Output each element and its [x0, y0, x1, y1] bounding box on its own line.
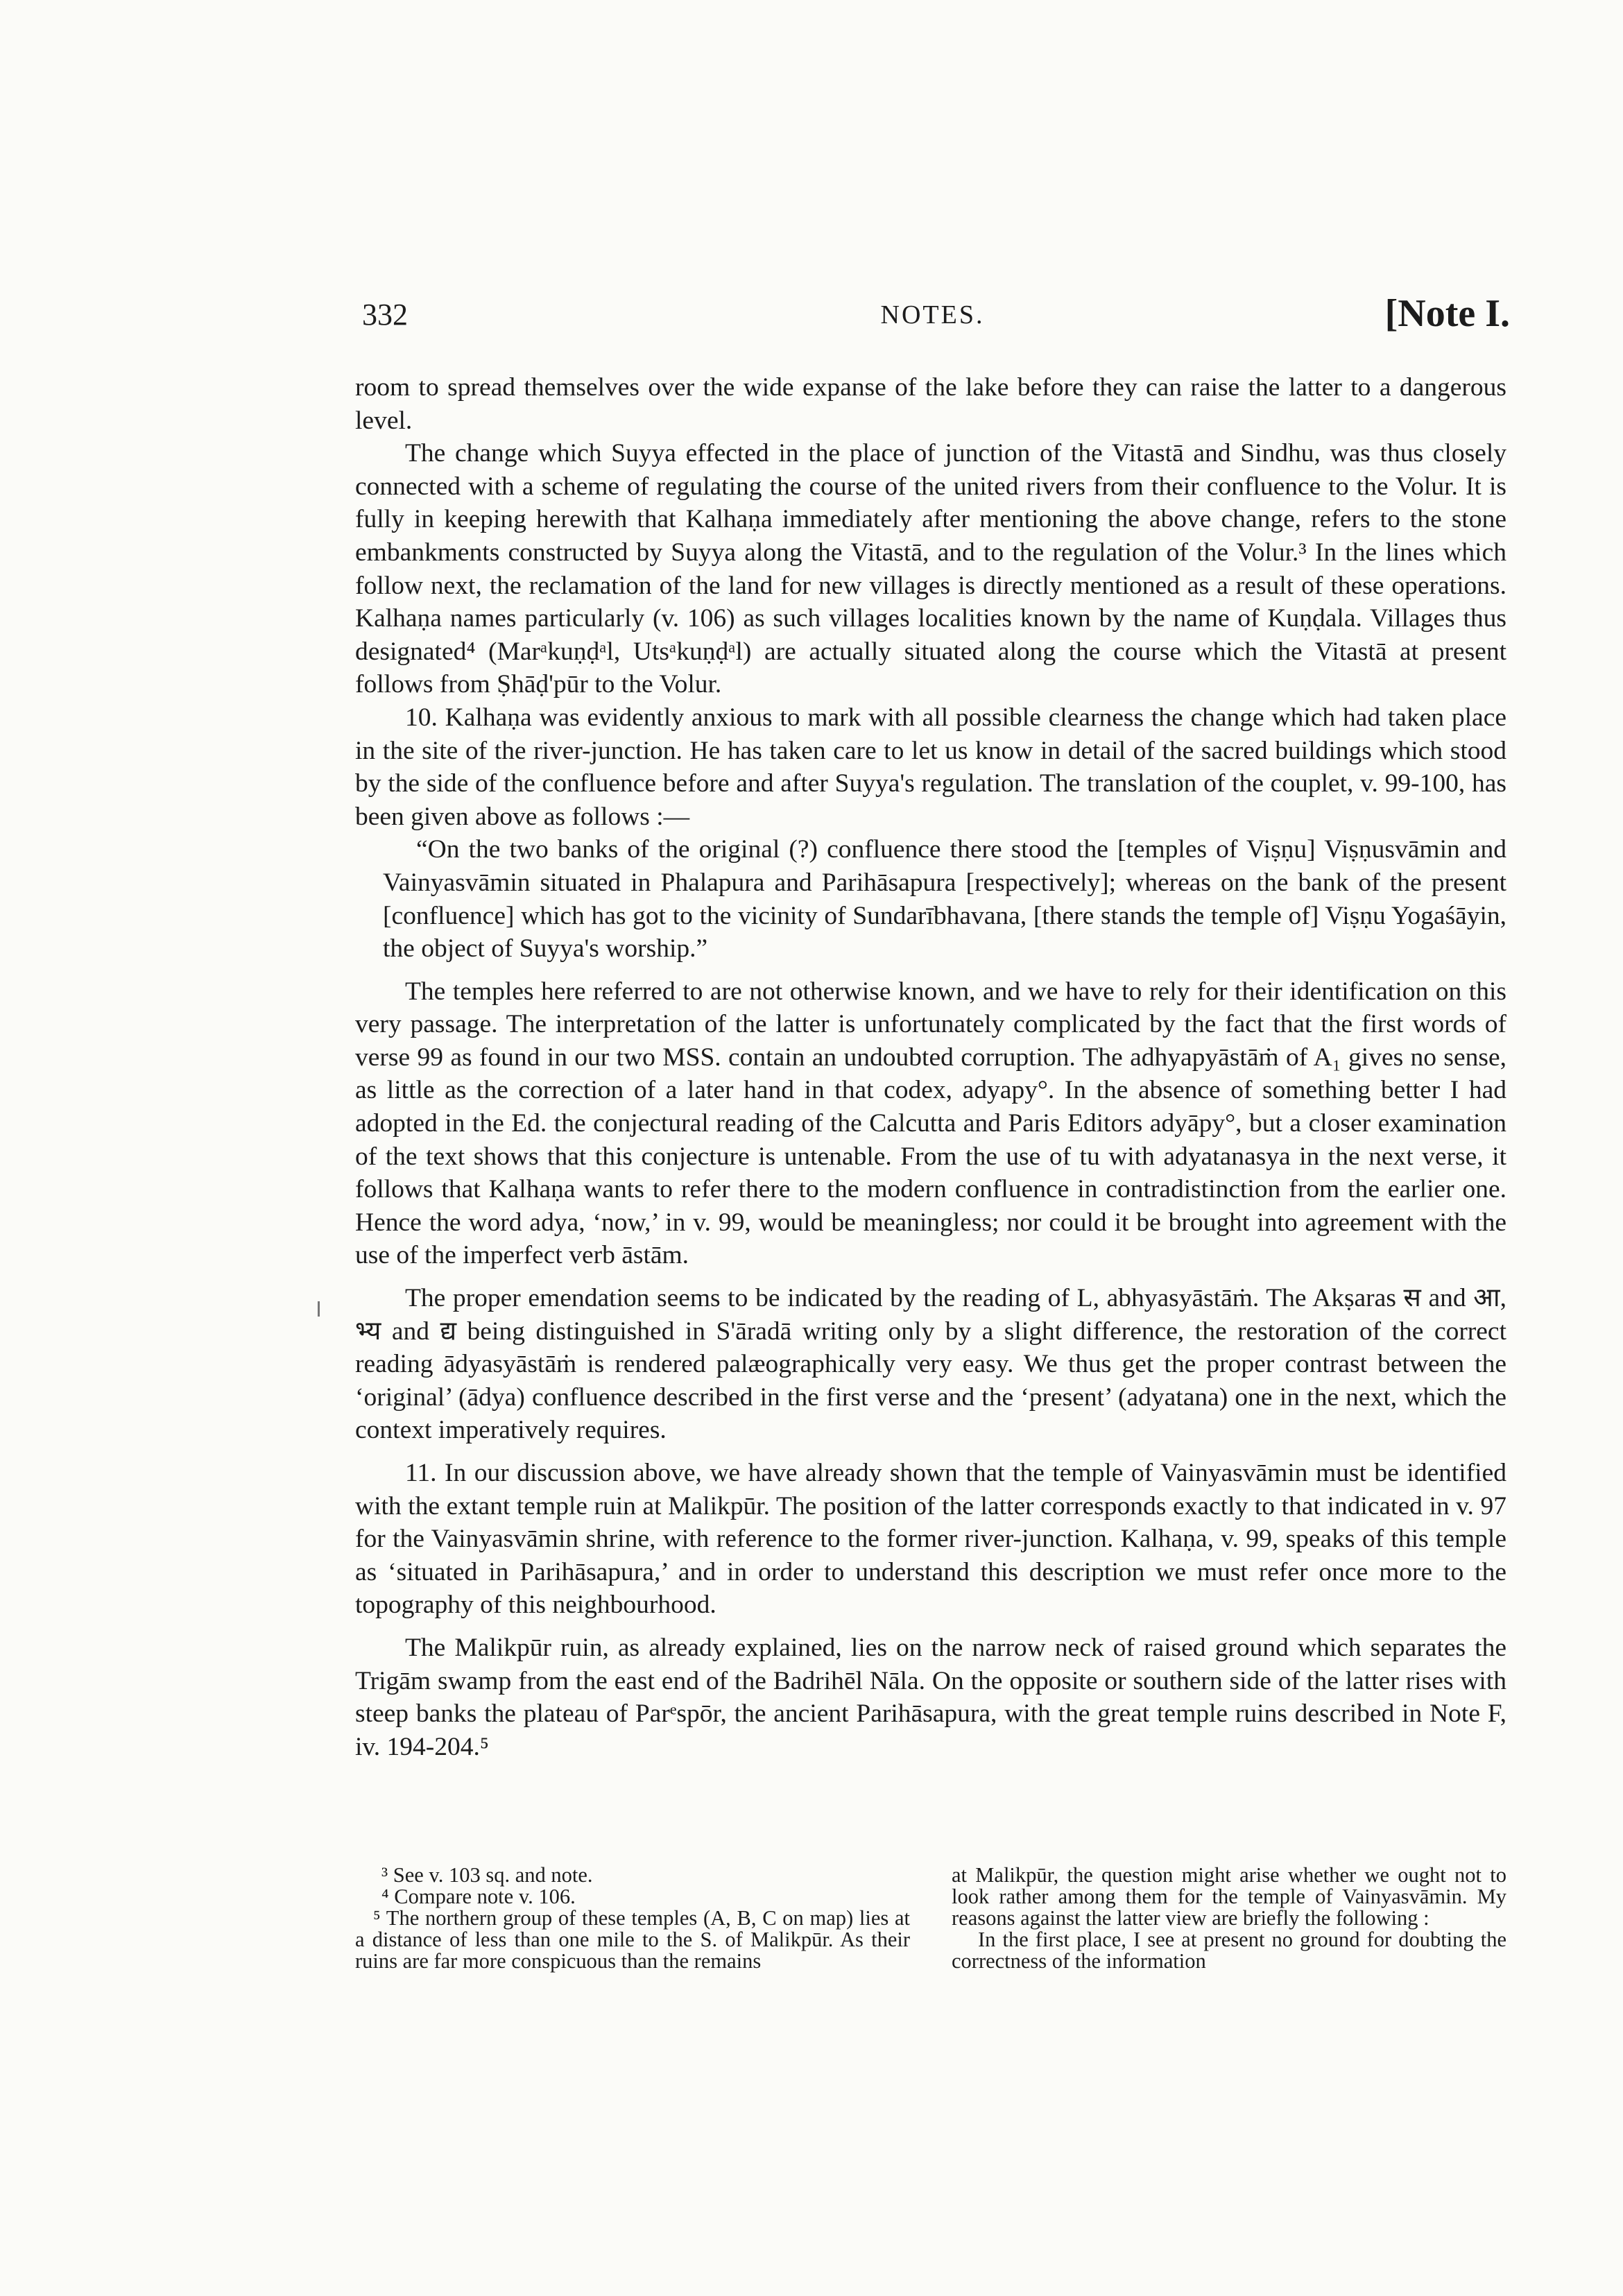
running-header	[355, 290, 1510, 345]
footnote-5-continued-paragraph: In the first place, I see at present no ground for doubting the correctness of the information	[952, 1928, 1506, 1973]
header-title: NOTES.	[880, 300, 985, 329]
header-note-label: [Note I.	[1384, 292, 1510, 335]
footnotes-column-right	[952, 1865, 1506, 1972]
paragraph: The proper emendation seems to be indicated by the reading of L, abhyasyāstāṁ. The Akṣaras स and आ, भ्य and द्य being distinguished in S'āradā writing only by a slight difference, the restoration of the correct reading ādyasyāstāṁ is rendered palæographically very easy. We thus get the proper contrast between the ‘original’ (ādya) confluence described in the first verse and the ‘present’ (adyatana) one in the next, which the context imperatively requires.	[355, 1284, 1506, 1445]
paragraph-section-10: 10. Kalhaṇa was evidently anxious to mark with all possible clearness the change which had taken place in the site of the river-junction. He has taken care to let us know in detail of the sacred buildings which stood by the side of the confluence before and after Suyya's regulation. The translation of the couplet, v. 99-100, has been given above as follows :—	[355, 703, 1506, 831]
footnote-3: ³ See v. 103 sq. and note.	[381, 1863, 593, 1887]
margin-mark	[318, 1301, 320, 1317]
footnotes	[355, 1865, 1506, 1972]
footnotes-column-left	[355, 1865, 910, 1972]
footnote-4: ⁴ Compare note v. 106.	[381, 1885, 576, 1908]
paragraph: The change which Suyya effected in the place of junction of the Vitastā and Sindhu, was thus closely connected with a scheme of regulating the course of the united rivers from their confluence to the Volur. It is fully in keeping herewith that Kalhaṇa immediately after mentioning the above change, refers to the stone embankments constructed by Suyya along the Vitastā, and to the regulation of the Volur.³ In the lines which follow next, the reclamation of the land for new villages is directly mentioned as a result of these operations. Kalhaṇa names particularly (v. 106) as such villages localities known by the name of Kuṇḍala. Villages thus designated⁴ (Marᵃkuṇḍᵃl, Utsᵃkuṇḍᵃl) are actually situated along the course which the Vitastā at present follows from Ṣhāḍ'pūr to the Volur.	[355, 439, 1506, 699]
footnote-5-continued: at Malikpūr, the question might arise whether we ought not to look rather among them for the temple of Vainyasvāmin. My reasons against the latter view are briefly the following :	[952, 1863, 1506, 1930]
paragraph: The temples here referred to are not otherwise known, and we have to rely for their identification on this very passage. The interpretation of the latter is unfortunately complicated by the fact that the first words of verse 99 as found in our two MSS. contain an undoubted corruption. The adhyapyāstāṁ of A₁ gives no sense, as little as the correction of a later hand in that codex, adyapy°. In the absence of something better I had adopted in the Ed. the conjectural reading of the Calcutta and Paris Editors adyāpy°, but a closer examination of the text shows that this conjecture is untenable. From the use of tu with adyatanasya in the next verse, it follows that Kalhaṇa wants to refer there to the modern confluence in contradistinction from the earlier one. Hence the word adya, ‘now,’ in v. 99, would be meaningless; nor could it be brought into agreement with the use of the imperfect verb āstām.	[355, 977, 1506, 1270]
page-number: 332	[362, 298, 408, 332]
paragraph-section-11: 11. In our discussion above, we have already shown that the temple of Vainyasvāmin must be identified with the extant temple ruin at Malikpūr. The position of the latter corresponds exactly to that indicated in v. 97 for the Vainyasvāmin shrine, with reference to the former river-junction. Kalhaṇa, v. 99, speaks of this temple as ‘situated in Parihāsapura,’ and in order to understand this description we must refer once more to the topography of this neighbourhood.	[355, 1459, 1506, 1620]
paragraph: room to spread themselves over the wide expanse of the lake before they can raise the latter to a dangerous level.	[355, 373, 1506, 435]
block-quote: “On the two banks of the original (?) confluence there stood the [temples of Viṣṇu] Viṣṇusvāmin and Vainyasvāmin situated in Phalapura and Parihāsapura [respectively]; whereas on the bank of the present [confluence] which has got to the vicinity of Sundarībhavana, [there stands the temple of] Viṣṇu Yogaśāyin, the object of Suyya's worship.”	[383, 835, 1506, 963]
footnote-5: ⁵ The northern group of these temples (A, B, C on map) lies at a distance of less than one mile to the S. of Malikpūr. As their ruins are far more conspicuous than the remains	[355, 1906, 910, 1973]
main-text	[355, 371, 1506, 1763]
paragraph: The Malikpūr ruin, as already explained, lies on the narrow neck of raised ground which separates the Trigām swamp from the east end of the Badrihēl Nāla. On the opposite or southern side of the latter rises with steep banks the plateau of Parᵉspōr, the ancient Parihāsapura, with the great temple ruins described in Note F, iv. 194-204.⁵	[355, 1633, 1506, 1761]
